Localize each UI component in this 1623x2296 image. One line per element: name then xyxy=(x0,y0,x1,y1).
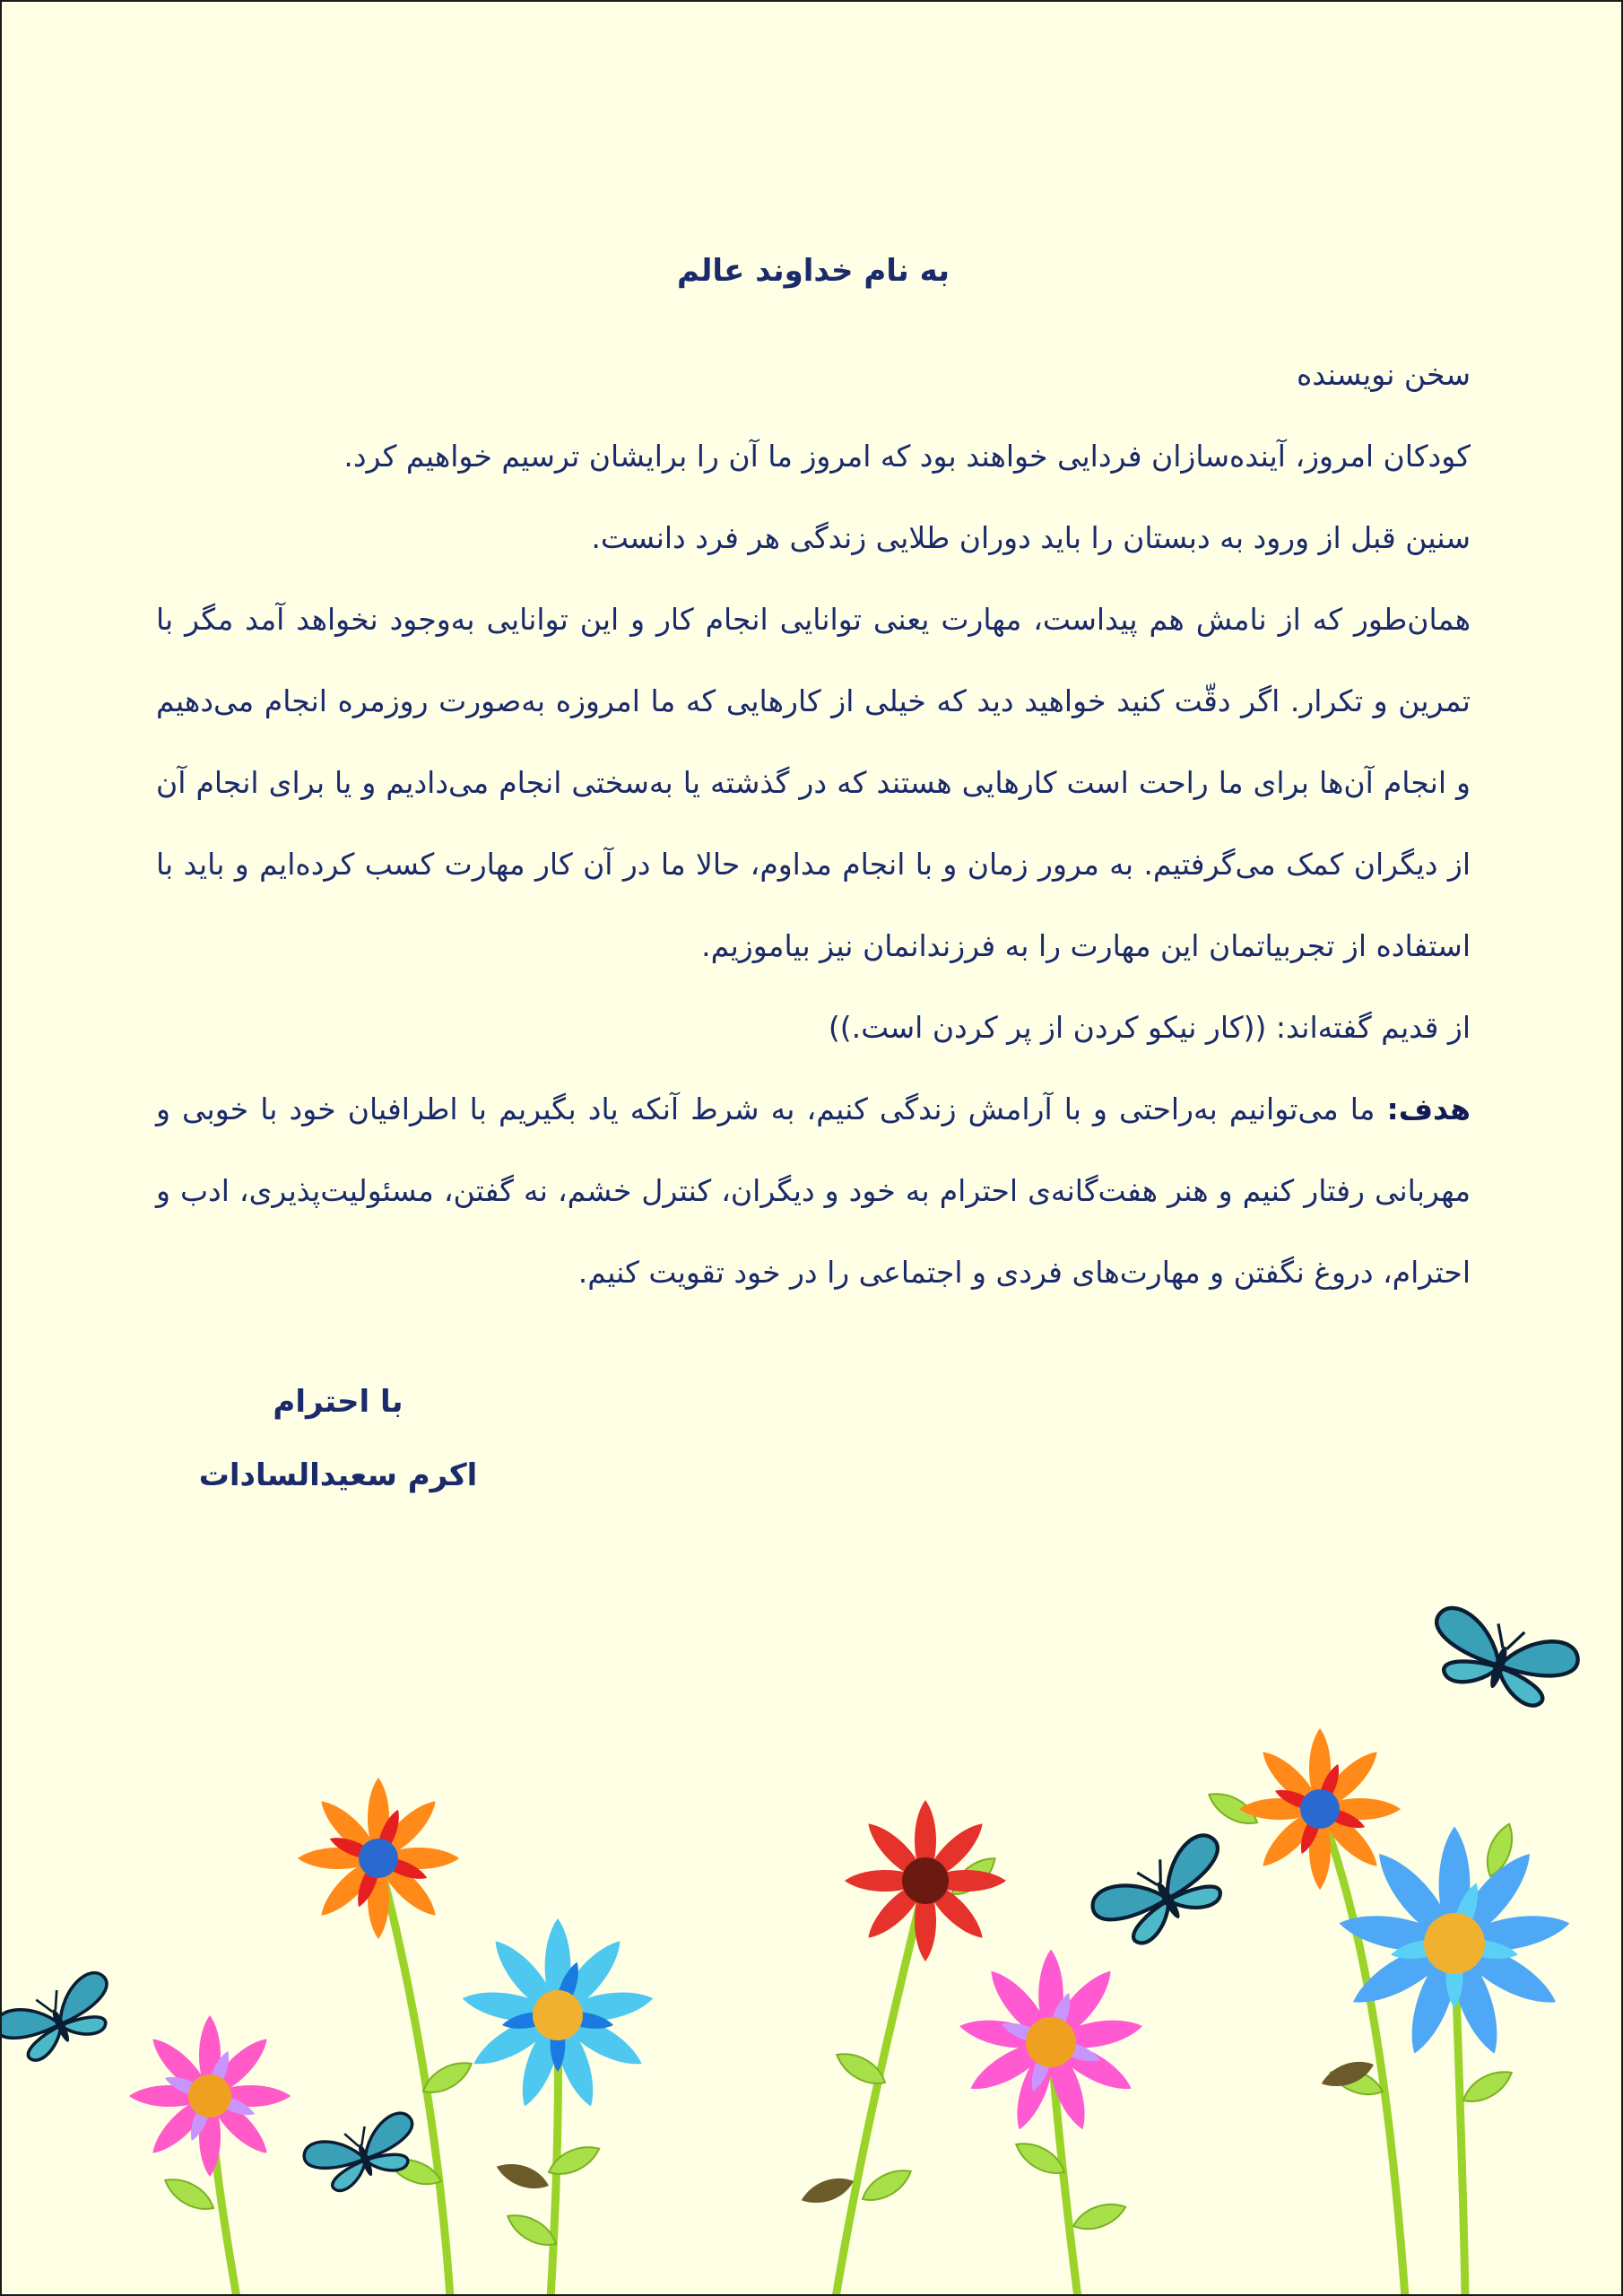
orange-blue-flower-icon xyxy=(1239,1728,1401,1890)
closing: با احترام xyxy=(273,1384,404,1420)
paragraph: کودکان امروز، آینده‌سازان فردایی خواهند بود که امروز ما آن را برایشان ترسیم خواهیم کرد. xyxy=(343,439,1471,474)
signature xyxy=(195,1365,482,1512)
butterfly-icon xyxy=(1420,1604,1582,1716)
paragraph: سنین قبل از ورود به دبستان را باید دوران طلایی زندگی هر فرد دانست. xyxy=(591,520,1471,555)
goal-paragraph xyxy=(156,1068,1471,1313)
paragraph: همان‌طور که از نامش هم پیداست، مهارت یعنی توانایی انجام کار و این توانایی به‌وجود نخواهد آمد مگر با تمرین و تکرار. اگر دقّت کنید خواهید دید که خیلی از کارهایی که ما امروزه به‌صورت روزمره انجام می‌دهیم و انجام آن‌ها برای ما راحت است کارهایی هستند که در گذشته یا به‌سختی انجام می‌دادیم و یا برای انجام آن از دیگران کمک می‌گرفتیم. به مرور زمان و با انجام مداوم، حالا ما در آن کار مهارت کسب کرده‌ایم و باید با استفاده از تجربیاتمان این مهارت را به فرزندانمان نیز بیاموزیم. xyxy=(156,602,1471,963)
pink-flower-icon xyxy=(129,2015,291,2177)
author-name: اکرم سعیدالسادات xyxy=(198,1457,478,1493)
flower-illustration xyxy=(2,1580,1623,2296)
section-heading: سخن نویسنده xyxy=(1297,357,1471,392)
red-orange-flower-icon xyxy=(298,1778,459,1939)
goal-label: هدف: xyxy=(1386,1091,1471,1126)
butterfly-icon xyxy=(1087,1830,1242,1958)
author-note xyxy=(156,334,1471,1313)
butterfly-icon xyxy=(300,2109,426,2199)
magenta-flower-icon xyxy=(958,1950,1145,2134)
page-title: به نام خداوند عالم xyxy=(676,253,950,289)
goal-text: ما می‌توانیم به‌راحتی و با آرامش زندگی کنیم، به شرط آنکه یاد بگیریم با اطرافیان خود با خوبی و مهربانی رفتار کنیم و هنر هفت‌گانه‌ی احترام به خود و دیگران، کنترل خشم، نه گفتن، مسئولیت‌پذیری، ادب و احترام، دروغ نگفتن و مهارت‌های فردی و اجتماعی را در خود تقویت کنیم. xyxy=(156,1091,1471,1290)
paragraph: از قدیم گفته‌اند: ((کار نیکو کردن از پر کردن است.)) xyxy=(828,1010,1471,1045)
red-flower-icon xyxy=(845,1800,1006,1961)
butterfly-icon xyxy=(2,1969,125,2071)
